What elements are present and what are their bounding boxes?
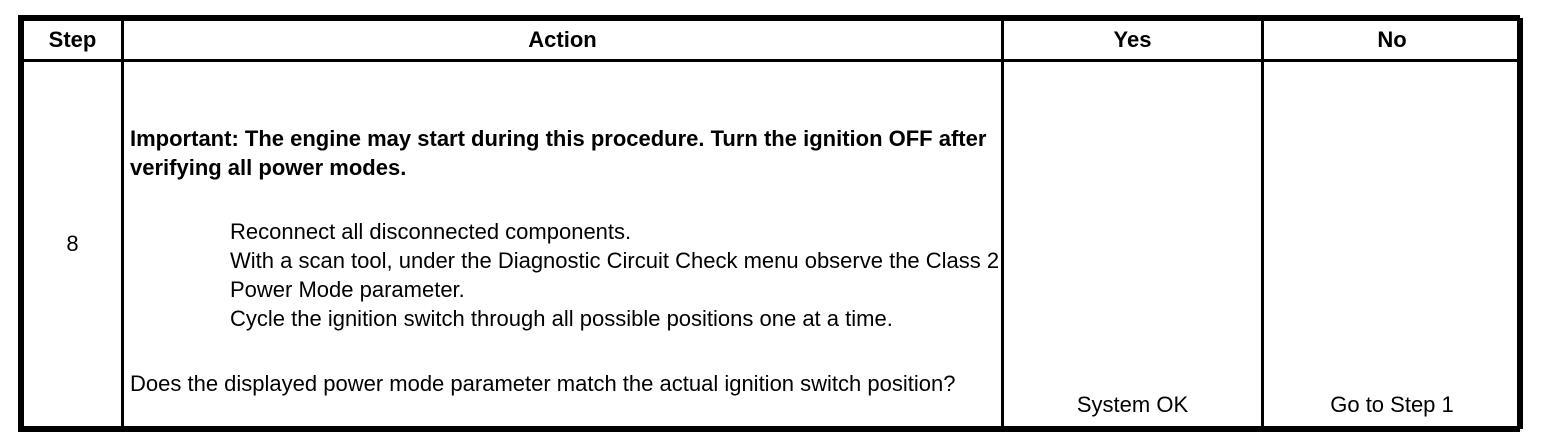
diagnostic-step-table <box>21 18 1523 429</box>
step-number: 8 <box>23 61 123 428</box>
yes-result: System OK <box>1003 61 1263 428</box>
diagnostic-table <box>18 15 1520 432</box>
instruction-list <box>230 217 1000 333</box>
action-cell <box>123 61 1003 428</box>
header-row <box>23 20 1522 61</box>
action-question: Does the displayed power mode parameter match the actual ignition switch position? <box>130 371 956 396</box>
header-action: Action <box>123 20 1003 61</box>
header-no: No <box>1263 20 1522 61</box>
instruction-item: Cycle the ignition switch through all possible positions one at a time. <box>230 306 893 331</box>
important-note: Important: The engine may start during this procedure. Turn the ignition OFF after verifying all power modes. <box>130 126 987 180</box>
header-yes: Yes <box>1003 20 1263 61</box>
no-result: Go to Step 1 <box>1263 61 1522 428</box>
instruction-item: Reconnect all disconnected components. <box>230 219 632 244</box>
table-row <box>23 61 1522 428</box>
header-step: Step <box>23 20 123 61</box>
instruction-item: With a scan tool, under the Diagnostic Circuit Check menu observe the Class 2 Power Mode parameter. <box>230 248 1000 302</box>
